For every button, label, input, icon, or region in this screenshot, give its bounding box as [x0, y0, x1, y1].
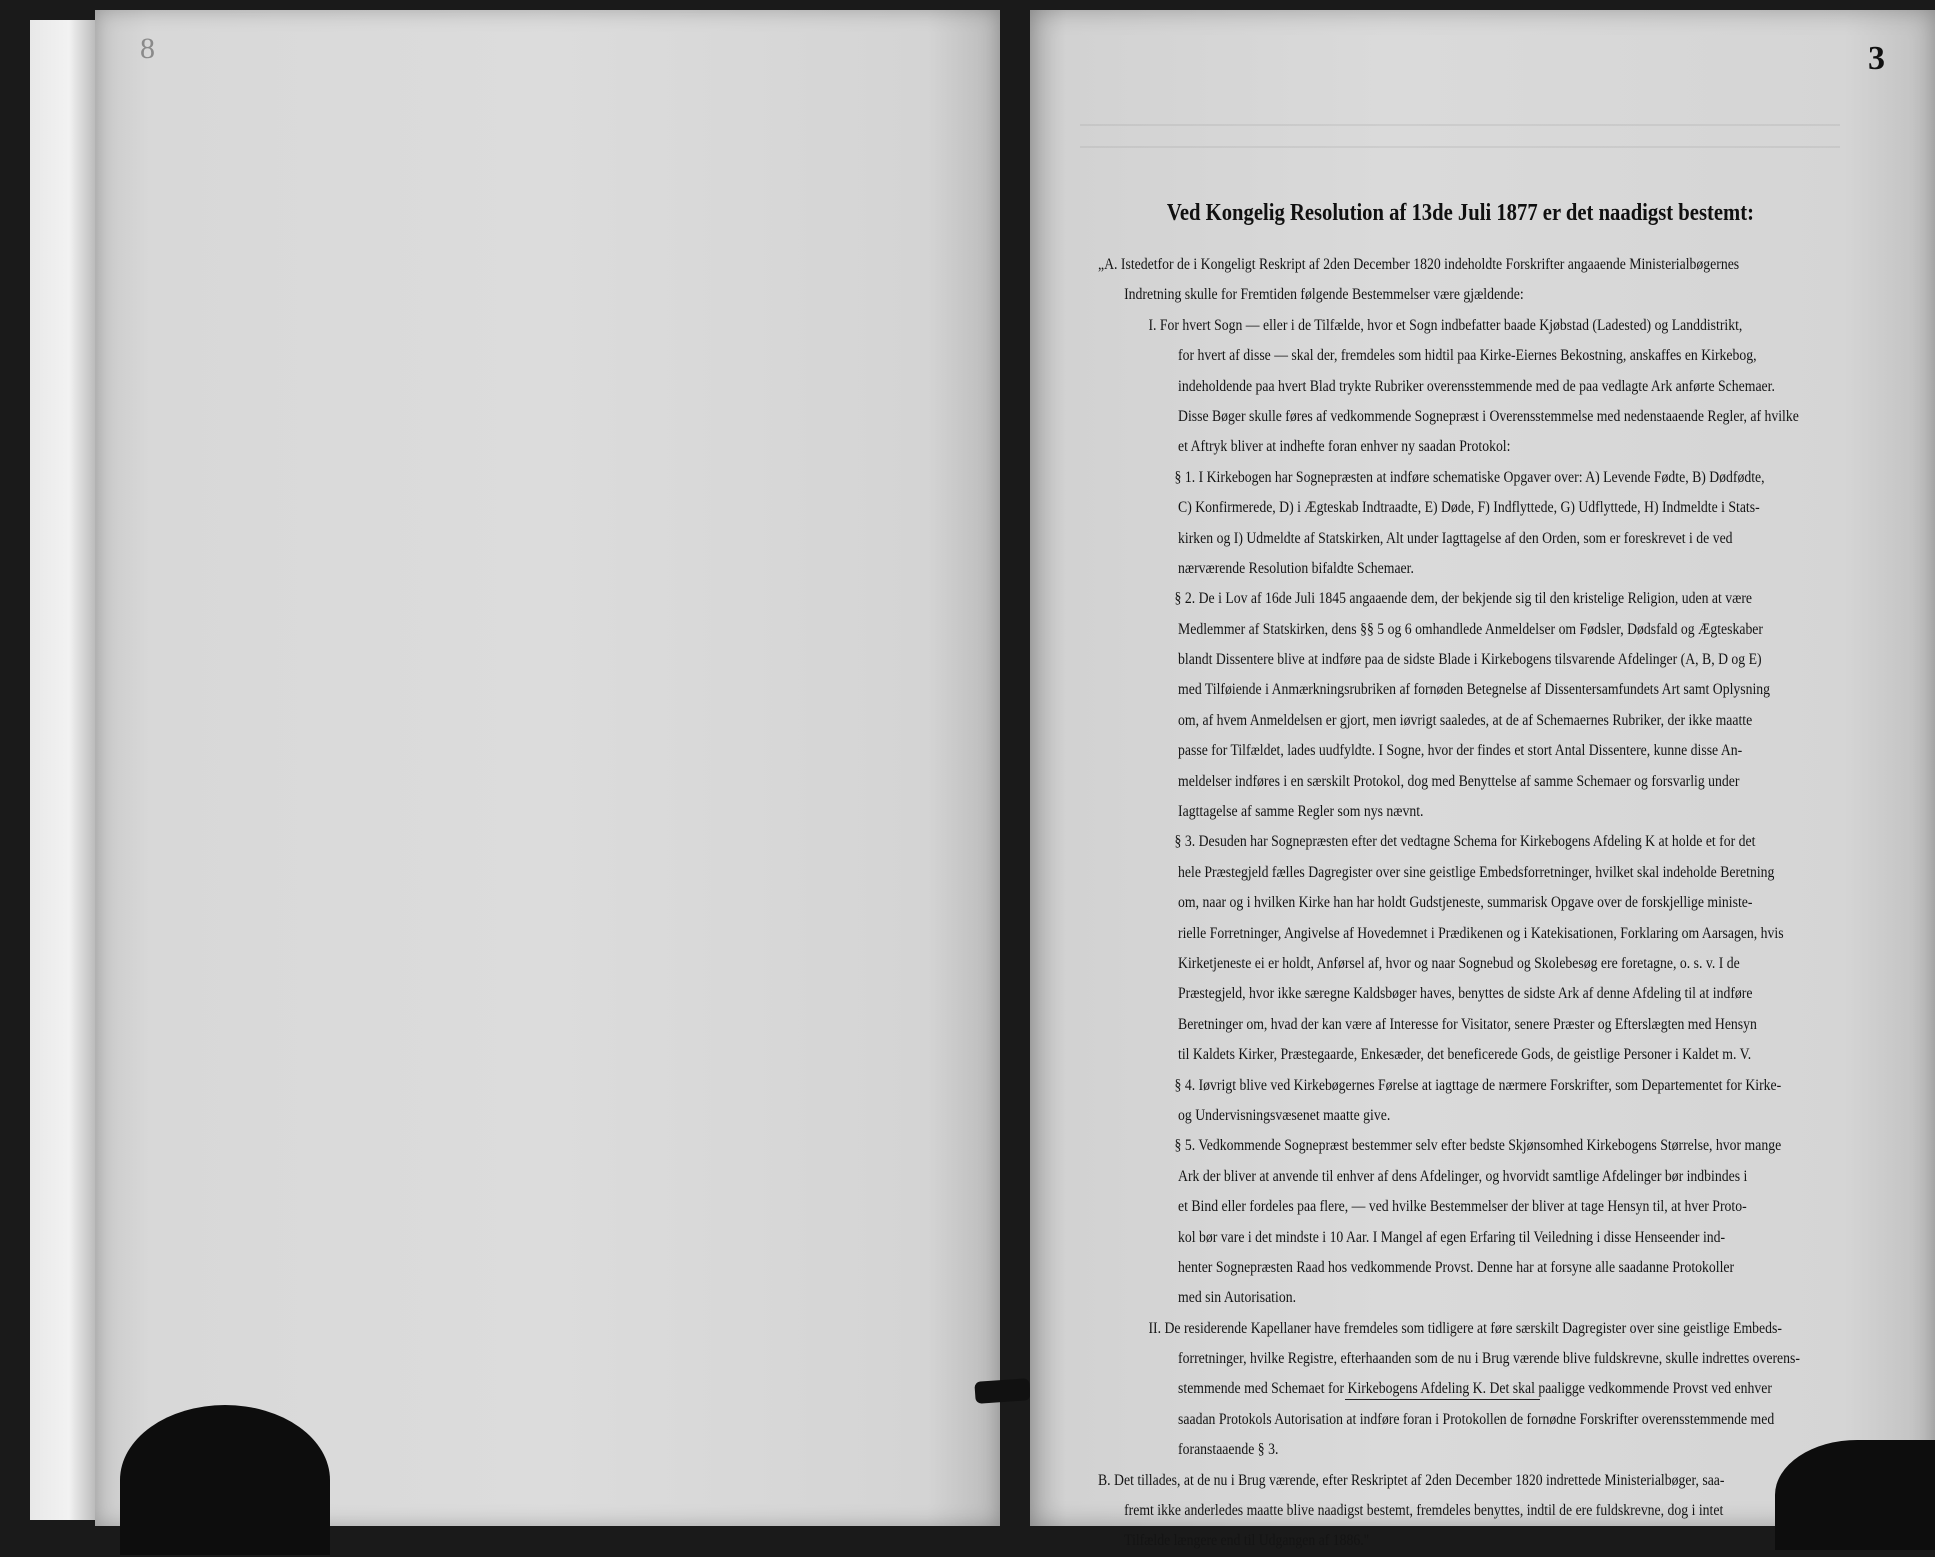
text-line: med Tilføiende i Anmærkningsrubriken af fornøden Betegnelse af Dissentersamfundets Art samt Oplysning [1178, 681, 1771, 699]
left-page [95, 10, 1000, 1526]
resolution-heading: Ved Kongelig Resolution af 13de Juli 1877 er det naadigst bestemt: [1166, 200, 1754, 226]
text-line: § 5. Vedkommende Sognepræst bestemmer selv efter bedste Skjønsomhed Kirkebogens Størrelse, hvor mange [1174, 1137, 1782, 1155]
text-line: C) Konfirmerede, D) i Ægteskab Indtraadte, E) Døde, F) Indflyttede, G) Udflyttede, H) Indmeldte i Stats- [1178, 499, 1760, 517]
text-line: Indretning skulle for Fremtiden følgende Bestemmelser være gjældende: [1124, 286, 1524, 304]
text-line: § 4. Iøvrigt blive ved Kirkebøgernes Førelse at iagttage de nærmere Forskrifter, som Departementet for Kirke- [1174, 1076, 1782, 1094]
page-edge-strip [30, 20, 95, 1520]
text-line: hele Præstegjeld fælles Dagregister over sine geistlige Embedsforretninger, hvilket skal indeholde Beretning [1178, 863, 1775, 881]
binding-thread-mark [974, 1378, 1030, 1404]
text-line: B. Det tillades, at de nu i Brug værende, efter Reskriptet af 2den December 1820 indrettede Ministerialbøger, saa- [1098, 1471, 1725, 1489]
text-line: foranstaaende § 3. [1178, 1441, 1279, 1459]
left-page-number: 8 [140, 32, 155, 65]
text-line: et Aftryk bliver at indhefte foran enhver ny saadan Protokol: [1178, 438, 1511, 456]
text-line: Kirketjeneste ei er holdt, Anførsel af, hvor og naar Sognebud og Skolebesøg ere foretagne, o. s. v. I de [1178, 954, 1740, 972]
text-line: rielle Forretninger, Angivelse af Hovedemnet i Prædikenen og i Katekisationen, Forklaring om Aarsagen, hvis [1178, 924, 1784, 942]
text-line: om, af hvem Anmeldelsen er gjort, men iøvrigt saaledes, at de af Schemaernes Rubriker, der ikke maatte [1178, 711, 1753, 729]
holding-finger-right [1775, 1440, 1935, 1550]
text-line: til Kaldets Kirker, Præstegaarde, Enkesæder, det beneficerede Gods, de geistlige Personer i Kaldet m. V. [1178, 1046, 1752, 1064]
text-line: saadan Protokols Autorisation at indføre foran i Protokollen de fornødne Forskrifter overensstemmende med [1178, 1410, 1775, 1428]
text-line: indeholdende paa hvert Blad trykte Rubriker overensstemmende med de paa vedlagte Ark anførte Schemaer. [1178, 377, 1775, 395]
text-line: med sin Autorisation. [1178, 1289, 1297, 1307]
text-line: meldelser indføres i en særskilt Protokol, dog med Benyttelse af samme Schemaer og forsvarlig under [1178, 772, 1740, 790]
text-line: for hvert af disse — skal der, fremdeles som hidtil paa Kirke-Eiernes Bekostning, anskaffes en Kirkebog, [1178, 347, 1757, 365]
text-line: fremt ikke anderledes maatte blive naadigst bestemt, fremdeles benyttes, indtil de ere fuldskrevne, dog i intet [1124, 1502, 1724, 1520]
text-line: blandt Dissentere blive at indføre paa de sidste Blade i Kirkebogens tilsvarende Afdelinger (A, B, D og E) [1178, 651, 1762, 669]
text-line: passe for Tilfældet, lades uudfyldte. I Sogne, hvor der findes et stort Antal Dissentere, kunne disse An- [1178, 742, 1743, 760]
text-line: stemmende med Schemaet for Kirkebogens Afdeling K. Det skal paaligge vedkommende Provst ved enhver [1178, 1380, 1772, 1398]
bleed-through-lines [1080, 118, 1840, 168]
text-line: II. De residerende Kapellaner have fremdeles som tidligere at føre særskilt Dagregister over sine geistlige Embeds- [1148, 1319, 1782, 1337]
text-line: Beretninger om, hvad der kan være af Interesse for Visitator, senere Præster og Efterslægten med Hensyn [1178, 1015, 1757, 1033]
text-line: om, naar og i hvilken Kirke han har holdt Gudstjeneste, summarisk Opgave over de forskjellige ministe- [1178, 894, 1753, 912]
text-line: og Undervisningsvæsenet maatte give. [1178, 1106, 1391, 1124]
text-line: „A. Istedetfor de i Kongeligt Reskript af 2den December 1820 indeholdte Forskrifter angaaende Ministerialbøgernes [1098, 256, 1740, 273]
closing-rule [1345, 1399, 1540, 1400]
text-line: § 3. Desuden har Sognepræsten efter det vedtagne Schema for Kirkebogens Afdeling K at holde et for det [1174, 833, 1756, 851]
text-line: kol bør vare i det mindste i 10 Aar. I Mangel af egen Erfaring til Veiledning i disse Henseender ind- [1178, 1228, 1726, 1246]
resolution-body [1098, 250, 1925, 1557]
text-line: nærværende Resolution bifaldte Schemaer. [1178, 559, 1414, 577]
text-line: Tilfælde længere end til Udgangen af 1886." [1124, 1532, 1370, 1550]
text-line: kirken og I) Udmeldte af Statskirken, Alt under Iagttagelse af den Orden, som er foreskrevet i de ved [1178, 529, 1733, 547]
text-line: forretninger, hvilke Registre, efterhaanden som de nu i Brug værende blive fuldskrevne, skulle indrettes overens- [1178, 1350, 1800, 1368]
text-line: § 1. I Kirkebogen har Sognepræsten at indføre schematiske Opgaver over: A) Levende Fødte, B) Dødfødte, [1174, 468, 1765, 486]
text-line: et Bind eller fordeles paa flere, — ved hvilke Bestemmelser der bliver at tage Hensyn til, at hver Proto- [1178, 1198, 1747, 1216]
text-line: Ark der bliver at anvende til enhver af dens Afdelinger, og hvorvidt samtlige Afdelinger bør indbindes i [1178, 1167, 1748, 1185]
text-line: Præstegjeld, hvor ikke særegne Kaldsbøger haves, benyttes de sidste Ark af denne Afdeling til at indføre [1178, 985, 1753, 1003]
text-line: § 2. De i Lov af 16de Juli 1845 angaaende dem, der bekjende sig til den kristelige Religion, uden at være [1174, 590, 1753, 608]
text-line: Disse Bøger skulle føres af vedkommende Sognepræst i Overensstemmelse med nedenstaaende Regler, af hvilke [1178, 407, 1799, 425]
holding-finger-left [120, 1405, 330, 1555]
text-line: henter Sognepræsten Raad hos vedkommende Provst. Denne har at forsyne alle saadanne Protokoller [1178, 1258, 1735, 1276]
text-line: Medlemmer af Statskirken, dens §§ 5 og 6 omhandlede Anmeldelser om Fødsler, Dødsfald og Ægteskaber [1178, 620, 1763, 638]
text-line: Iagttagelse af samme Regler som nys nævnt. [1178, 803, 1424, 821]
right-page-number: 3 [1868, 40, 1885, 77]
text-line: I. For hvert Sogn — eller i de Tilfælde, hvor et Sogn indbefatter baade Kjøbstad (Ladested) og Landdistrikt, [1148, 316, 1743, 334]
